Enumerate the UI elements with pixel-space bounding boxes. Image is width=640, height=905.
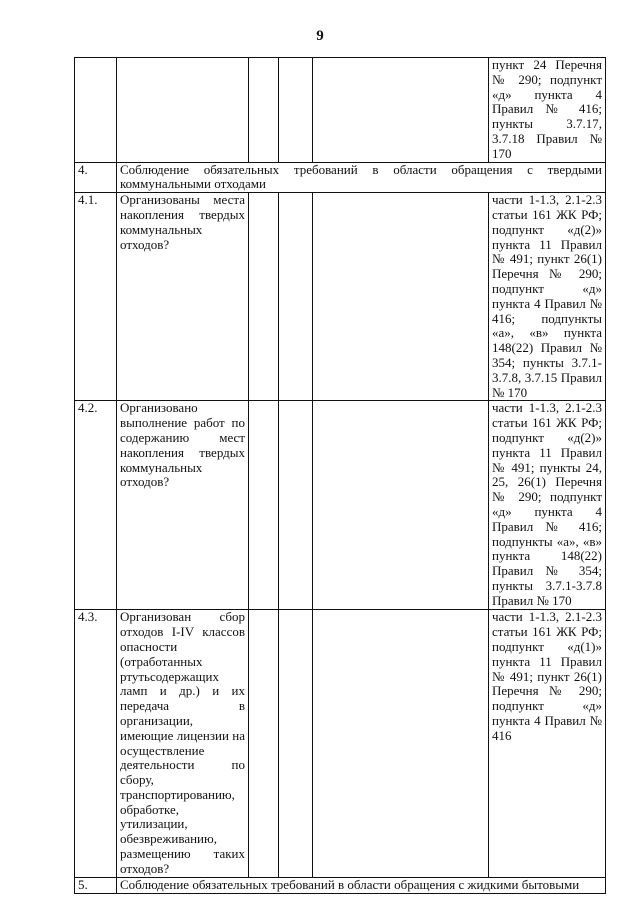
cell-legal-basis: части 1-1.3, 2.1-2.3 статьи 161 ЖК РФ; подпункт «д(2)» пункта 11 Правил № 491; пункт 26(1) Перечня № 290; подпункт «д» пункта 4 Правил № 416; подпункты «а», «в» пункта 148(22) Правил № 354; пункты 3.7.1-3.7.8, 3.7.15 Правил № 170 <box>489 193 606 401</box>
cell-answer-no <box>279 193 313 401</box>
cell-legal-basis: части 1-1.3, 2.1-2.3 статьи 161 ЖК РФ; подпункт «д(1)» пункта 11 Правил № 491; пункт 26(1) Перечня № 290; подпункт «д» пункта 4 Правил № 416 <box>489 610 606 877</box>
cell-note <box>313 193 489 401</box>
cell-note <box>313 58 489 163</box>
section-row-4 <box>75 162 606 193</box>
section-row-5 <box>75 877 606 893</box>
cell-number <box>75 58 117 163</box>
cell-number: 4.1. <box>75 193 117 401</box>
cell-legal-basis: части 1-1.3, 2.1-2.3 статьи 161 ЖК РФ; подпункт «д(2)» пункта 11 Правил № 491; пункты 24, 25, 26(1) Перечня № 290; подпункт «д» пункта 4 Правил № 416; подпункты «а», «в» пункта 148(22) Правил № 354; пункты 3.7.1-3.7.8 Правил № 170 <box>489 401 606 610</box>
cell-question <box>117 58 249 163</box>
cell-question: Организовано выполнение работ по содержанию мест накопления твердых коммунальных отходов? <box>117 401 249 610</box>
section-title: Соблюдение обязательных требований в области обращения с твердыми коммунальными отходами <box>117 162 606 193</box>
cell-legal-basis: пункт 24 Перечня № 290; подпункт «д» пункта 4 Правил № 416; пункты 3.7.17, 3.7.18 Правил № 170 <box>489 58 606 163</box>
cell-note <box>313 401 489 610</box>
cell-answer-yes <box>249 193 279 401</box>
section-title <box>117 877 606 893</box>
table-row-4-1 <box>75 193 606 401</box>
cell-note <box>313 610 489 877</box>
cell-answer-yes <box>249 58 279 163</box>
cell-answer-no <box>279 401 313 610</box>
section-number: 4. <box>75 162 117 193</box>
cell-number: 4.2. <box>75 401 117 610</box>
cell-question: Организован сбор отходов I-IV классов опасности (отработанных ртутьсодержащих ламп и др.) и их передача в организации, имеющие лицензии на осуществление деятельности по сбору, транспортированию, обработке, утилизации, обезвреживанию, размещению таких отходов? <box>117 610 249 877</box>
cell-question: Организованы места накопления твердых коммунальных отходов? <box>117 193 249 401</box>
checklist-table <box>74 57 606 894</box>
table-row-continuation <box>75 58 606 163</box>
cell-answer-no <box>279 610 313 877</box>
cell-answer-yes <box>249 610 279 877</box>
cell-answer-no <box>279 58 313 163</box>
table-row-4-2 <box>75 401 606 610</box>
section-number: 5. <box>75 877 117 893</box>
cell-answer-yes <box>249 401 279 610</box>
table-row-4-3 <box>75 610 606 877</box>
page-number: 9 <box>316 28 324 44</box>
cell-number: 4.3. <box>75 610 117 877</box>
section-title-text: Соблюдение обязательных требований в области обращения с жидкими бытовыми <box>120 877 580 892</box>
